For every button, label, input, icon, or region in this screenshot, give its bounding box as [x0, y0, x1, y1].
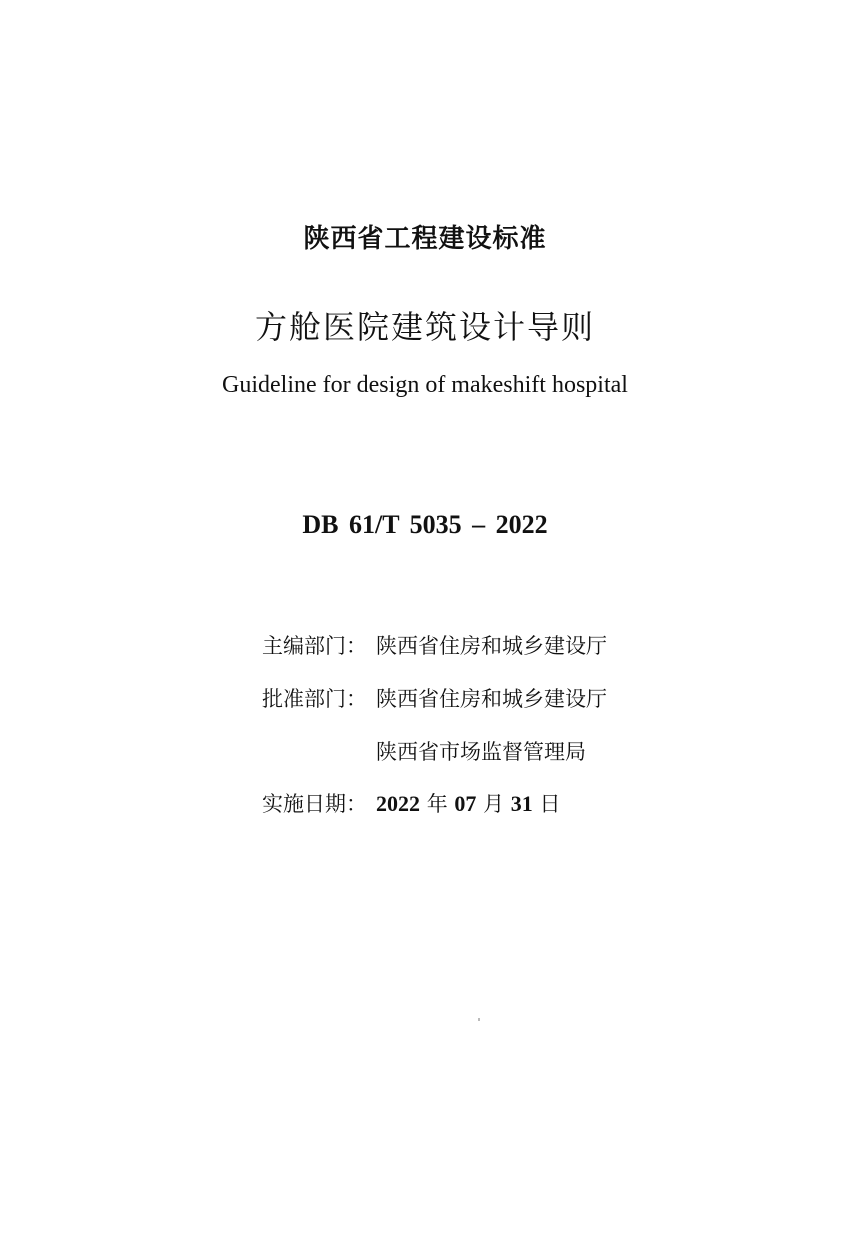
editor-row	[262, 632, 607, 660]
approver-row	[262, 685, 607, 713]
editor-label: 主编部门：	[262, 634, 367, 658]
effective-date-row	[262, 790, 560, 818]
effective-month: 07	[454, 791, 477, 816]
effective-year-unit: 年	[426, 792, 448, 816]
approver-row-2	[262, 738, 586, 766]
standard-code: DB 61/T 5035 – 2022	[302, 510, 548, 539]
effective-day: 31	[510, 791, 533, 816]
approver-value-2: 陕西省市场监督管理局	[376, 740, 586, 764]
approver-label: 批准部门：	[262, 687, 367, 711]
effective-date-label: 实施日期：	[262, 792, 367, 816]
series-title: 陕西省工程建设标准	[303, 224, 547, 254]
effective-year: 2022	[376, 791, 420, 816]
editor-value: 陕西省住房和城乡建设厅	[376, 634, 607, 658]
document-title-chinese: 方舱医院建筑设计导则	[254, 308, 595, 346]
effective-month-unit: 月	[483, 792, 505, 816]
scan-speck	[478, 1018, 480, 1021]
document-title-english: Guideline for design of makeshift hospital	[222, 372, 628, 398]
approver-value: 陕西省住房和城乡建设厅	[376, 687, 607, 711]
effective-day-unit: 日	[539, 792, 561, 816]
